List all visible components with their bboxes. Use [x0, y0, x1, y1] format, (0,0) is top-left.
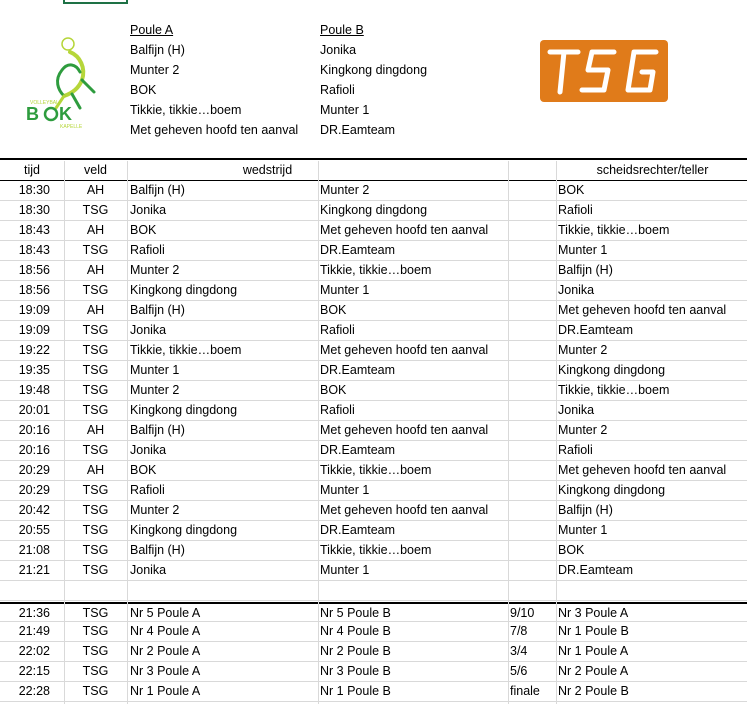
match-referee: Munter 1: [558, 243, 608, 257]
column-gridline: [508, 161, 509, 704]
final-placement: finale: [510, 684, 540, 698]
final-team-1: Nr 2 Poule A: [130, 644, 201, 658]
selected-cell-indicator: [63, 0, 128, 4]
final-time: 22:28: [18, 684, 50, 698]
header-divider: [0, 158, 747, 160]
match-team-1: BOK: [130, 223, 157, 237]
match-time: 18:30: [18, 203, 50, 217]
match-court: TSG: [82, 243, 109, 257]
match-team-1: Kingkong dingdong: [130, 403, 238, 417]
column-gridline: [318, 161, 319, 704]
match-time: 18:56: [18, 263, 50, 277]
match-team-1: Balfijn (H): [130, 423, 185, 437]
final-team-2: Nr 4 Poule B: [320, 624, 391, 638]
match-time: 19:22: [18, 343, 50, 357]
match-team-2: Met geheven hoofd ten aanval: [320, 223, 489, 237]
final-time: 21:36: [18, 606, 50, 620]
header-veld: veld: [84, 163, 107, 177]
table-row[interactable]: [0, 561, 747, 581]
match-team-2: Munter 1: [320, 483, 370, 497]
match-referee: DR.Eamteam: [558, 563, 634, 577]
header-wedstrijd: wedstrijd: [242, 163, 293, 177]
match-referee: Tikkie, tikkie…boem: [558, 223, 670, 237]
match-referee: Jonika: [558, 403, 595, 417]
match-referee: Kingkong dingdong: [558, 363, 666, 377]
match-court: AH: [86, 263, 105, 277]
match-team-2: Kingkong dingdong: [320, 203, 428, 217]
match-court: AH: [86, 463, 105, 477]
match-referee: Met geheven hoofd ten aanval: [558, 303, 727, 317]
match-time: 19:09: [18, 323, 50, 337]
match-team-2: Tikkie, tikkie…boem: [320, 263, 432, 277]
match-team-1: Munter 1: [130, 363, 180, 377]
table-row[interactable]: [0, 441, 747, 461]
poule-a-title: Poule A: [130, 23, 174, 37]
match-court: TSG: [82, 363, 109, 377]
table-row[interactable]: [0, 421, 747, 441]
poule-a-team: Met geheven hoofd ten aanval: [130, 123, 299, 137]
match-time: 18:30: [18, 183, 50, 197]
bok-logo: [24, 34, 106, 134]
match-court: TSG: [82, 523, 109, 537]
match-court: TSG: [82, 203, 109, 217]
match-referee: Munter 2: [558, 343, 608, 357]
poule-a-team: Munter 2: [130, 63, 180, 77]
svg-text:K: K: [59, 104, 72, 124]
final-court: TSG: [82, 624, 109, 638]
match-team-1: Kingkong dingdong: [130, 523, 238, 537]
poule-a-team: Tikkie, tikkie…boem: [130, 103, 242, 117]
match-team-2: DR.Eamteam: [320, 443, 396, 457]
match-court: TSG: [82, 543, 109, 557]
match-team-2: DR.Eamteam: [320, 523, 396, 537]
match-court: AH: [86, 183, 105, 197]
final-team-2: Nr 1 Poule B: [320, 684, 391, 698]
match-court: AH: [86, 303, 105, 317]
table-row[interactable]: [0, 501, 747, 521]
match-team-2: Munter 2: [320, 183, 370, 197]
match-court: TSG: [82, 443, 109, 457]
final-referee: Nr 1 Poule A: [558, 644, 629, 658]
table-row[interactable]: [0, 381, 747, 401]
volleyball-player-icon: [56, 38, 94, 108]
match-team-2: DR.Eamteam: [320, 243, 396, 257]
match-court: TSG: [82, 483, 109, 497]
svg-text:B: B: [26, 104, 39, 124]
match-referee: Kingkong dingdong: [558, 483, 666, 497]
match-time: 20:55: [18, 523, 50, 537]
match-referee: Munter 2: [558, 423, 608, 437]
table-row[interactable]: [0, 261, 747, 281]
table-row[interactable]: [0, 662, 747, 682]
final-referee: Nr 2 Poule B: [558, 684, 629, 698]
match-team-1: Munter 2: [130, 503, 180, 517]
final-referee: Nr 1 Poule B: [558, 624, 629, 638]
match-team-1: Rafioli: [130, 483, 165, 497]
table-row[interactable]: [0, 481, 747, 501]
match-time: 19:35: [18, 363, 50, 377]
final-time: 21:49: [18, 624, 50, 638]
match-time: 21:08: [18, 543, 50, 557]
match-team-1: Balfijn (H): [130, 303, 185, 317]
final-referee: Nr 2 Poule A: [558, 664, 629, 678]
match-team-1: Jonika: [130, 323, 167, 337]
match-team-1: Kingkong dingdong: [130, 283, 238, 297]
poule-title-row[interactable]: [0, 21, 747, 41]
match-time: 20:01: [18, 403, 50, 417]
final-time: 22:02: [18, 644, 50, 658]
table-row[interactable]: [0, 682, 747, 702]
match-team-2: BOK: [320, 303, 347, 317]
svg-text:KAPELLE: KAPELLE: [60, 124, 83, 130]
match-referee: Balfijn (H): [558, 263, 613, 277]
match-court: TSG: [82, 503, 109, 517]
match-team-2: Rafioli: [320, 323, 355, 337]
table-row[interactable]: [0, 281, 747, 301]
poule-a-team: Balfijn (H): [130, 43, 185, 57]
poule-b-title: Poule B: [320, 23, 364, 37]
table-row[interactable]: [0, 642, 747, 662]
match-time: 20:42: [18, 503, 50, 517]
match-time: 18:43: [18, 223, 50, 237]
table-row[interactable]: [0, 461, 747, 481]
table-row[interactable]: [0, 301, 747, 321]
match-time: 19:09: [18, 303, 50, 317]
match-team-1: Balfijn (H): [130, 543, 185, 557]
table-row[interactable]: [0, 521, 747, 541]
table-row[interactable]: [0, 341, 747, 361]
match-time: 20:29: [18, 483, 50, 497]
poule-b-team: Jonika: [320, 43, 357, 57]
column-gridline: [64, 161, 65, 704]
match-team-1: Jonika: [130, 203, 167, 217]
match-referee: Jonika: [558, 283, 595, 297]
match-team-2: Met geheven hoofd ten aanval: [320, 423, 489, 437]
final-court: TSG: [82, 664, 109, 678]
match-team-1: Jonika: [130, 443, 167, 457]
match-time: 20:16: [18, 443, 50, 457]
table-row[interactable]: [0, 361, 747, 381]
match-referee: Balfijn (H): [558, 503, 613, 517]
final-referee: Nr 3 Poule A: [558, 606, 629, 620]
final-placement: 3/4: [510, 644, 528, 658]
match-time: 19:48: [18, 383, 50, 397]
empty-row[interactable]: [0, 581, 747, 601]
match-referee: Rafioli: [558, 443, 593, 457]
table-row[interactable]: [0, 241, 747, 261]
schedule-header-row: [0, 161, 747, 181]
poule-b-team: Kingkong dingdong: [320, 63, 428, 77]
final-placement: 5/6: [510, 664, 528, 678]
match-team-2: Met geheven hoofd ten aanval: [320, 503, 489, 517]
match-referee: Tikkie, tikkie…boem: [558, 383, 670, 397]
poule-b-team: Munter 1: [320, 103, 370, 117]
match-team-1: Munter 2: [130, 263, 180, 277]
final-team-1: Nr 3 Poule A: [130, 664, 201, 678]
match-team-2: Rafioli: [320, 403, 355, 417]
final-team-1: Nr 4 Poule A: [130, 624, 201, 638]
table-row[interactable]: [0, 201, 747, 221]
poule-a-team: BOK: [130, 83, 157, 97]
poule-team-row[interactable]: [0, 101, 747, 121]
column-gridline: [127, 161, 128, 704]
final-placement: 9/10: [510, 606, 535, 620]
match-team-1: Jonika: [130, 563, 167, 577]
match-time: 21:21: [18, 563, 50, 577]
match-referee: BOK: [558, 183, 585, 197]
final-team-1: Nr 5 Poule A: [130, 606, 201, 620]
header-scheidsrechter: scheidsrechter/teller: [596, 163, 709, 177]
table-row[interactable]: [0, 602, 747, 622]
header-tijd: tijd: [24, 163, 40, 177]
match-court: TSG: [82, 403, 109, 417]
column-gridline: [556, 161, 557, 704]
svg-text:VOLLEYBAL: VOLLEYBAL: [30, 100, 59, 106]
poule-b-team: DR.Eamteam: [320, 123, 396, 137]
match-team-2: Munter 1: [320, 563, 370, 577]
match-team-1: Rafioli: [130, 243, 165, 257]
match-court: TSG: [82, 383, 109, 397]
match-team-2: DR.Eamteam: [320, 363, 396, 377]
final-time: 22:15: [18, 664, 50, 678]
match-court: TSG: [82, 343, 109, 357]
match-court: TSG: [82, 563, 109, 577]
tsg-logo: [540, 40, 668, 102]
match-team-1: Tikkie, tikkie…boem: [130, 343, 242, 357]
final-court: TSG: [82, 684, 109, 698]
match-referee: Met geheven hoofd ten aanval: [558, 463, 727, 477]
poule-b-team: Rafioli: [320, 83, 355, 97]
match-time: 18:43: [18, 243, 50, 257]
match-team-1: Balfijn (H): [130, 183, 185, 197]
match-time: 18:56: [18, 283, 50, 297]
final-team-2: Nr 5 Poule B: [320, 606, 391, 620]
match-referee: Munter 1: [558, 523, 608, 537]
match-referee: BOK: [558, 543, 585, 557]
match-court: TSG: [82, 323, 109, 337]
table-row[interactable]: [0, 221, 747, 241]
match-court: TSG: [82, 283, 109, 297]
poule-team-row[interactable]: [0, 121, 747, 141]
match-team-2: Tikkie, tikkie…boem: [320, 463, 432, 477]
final-team-2: Nr 2 Poule B: [320, 644, 391, 658]
match-team-1: BOK: [130, 463, 157, 477]
match-time: 20:29: [18, 463, 50, 477]
match-court: AH: [86, 223, 105, 237]
final-team-1: Nr 1 Poule A: [130, 684, 201, 698]
table-row[interactable]: [0, 181, 747, 201]
table-row[interactable]: [0, 541, 747, 561]
match-team-2: Tikkie, tikkie…boem: [320, 543, 432, 557]
final-placement: 7/8: [510, 624, 528, 638]
match-time: 20:16: [18, 423, 50, 437]
final-court: TSG: [82, 644, 109, 658]
match-team-1: Munter 2: [130, 383, 180, 397]
match-court: AH: [86, 423, 105, 437]
table-row[interactable]: [0, 321, 747, 341]
table-row[interactable]: [0, 401, 747, 421]
table-row[interactable]: [0, 622, 747, 642]
match-referee: DR.Eamteam: [558, 323, 634, 337]
match-team-2: BOK: [320, 383, 347, 397]
final-court: TSG: [82, 606, 109, 620]
match-team-2: Met geheven hoofd ten aanval: [320, 343, 489, 357]
match-team-2: Munter 1: [320, 283, 370, 297]
final-team-2: Nr 3 Poule B: [320, 664, 391, 678]
match-referee: Rafioli: [558, 203, 593, 217]
